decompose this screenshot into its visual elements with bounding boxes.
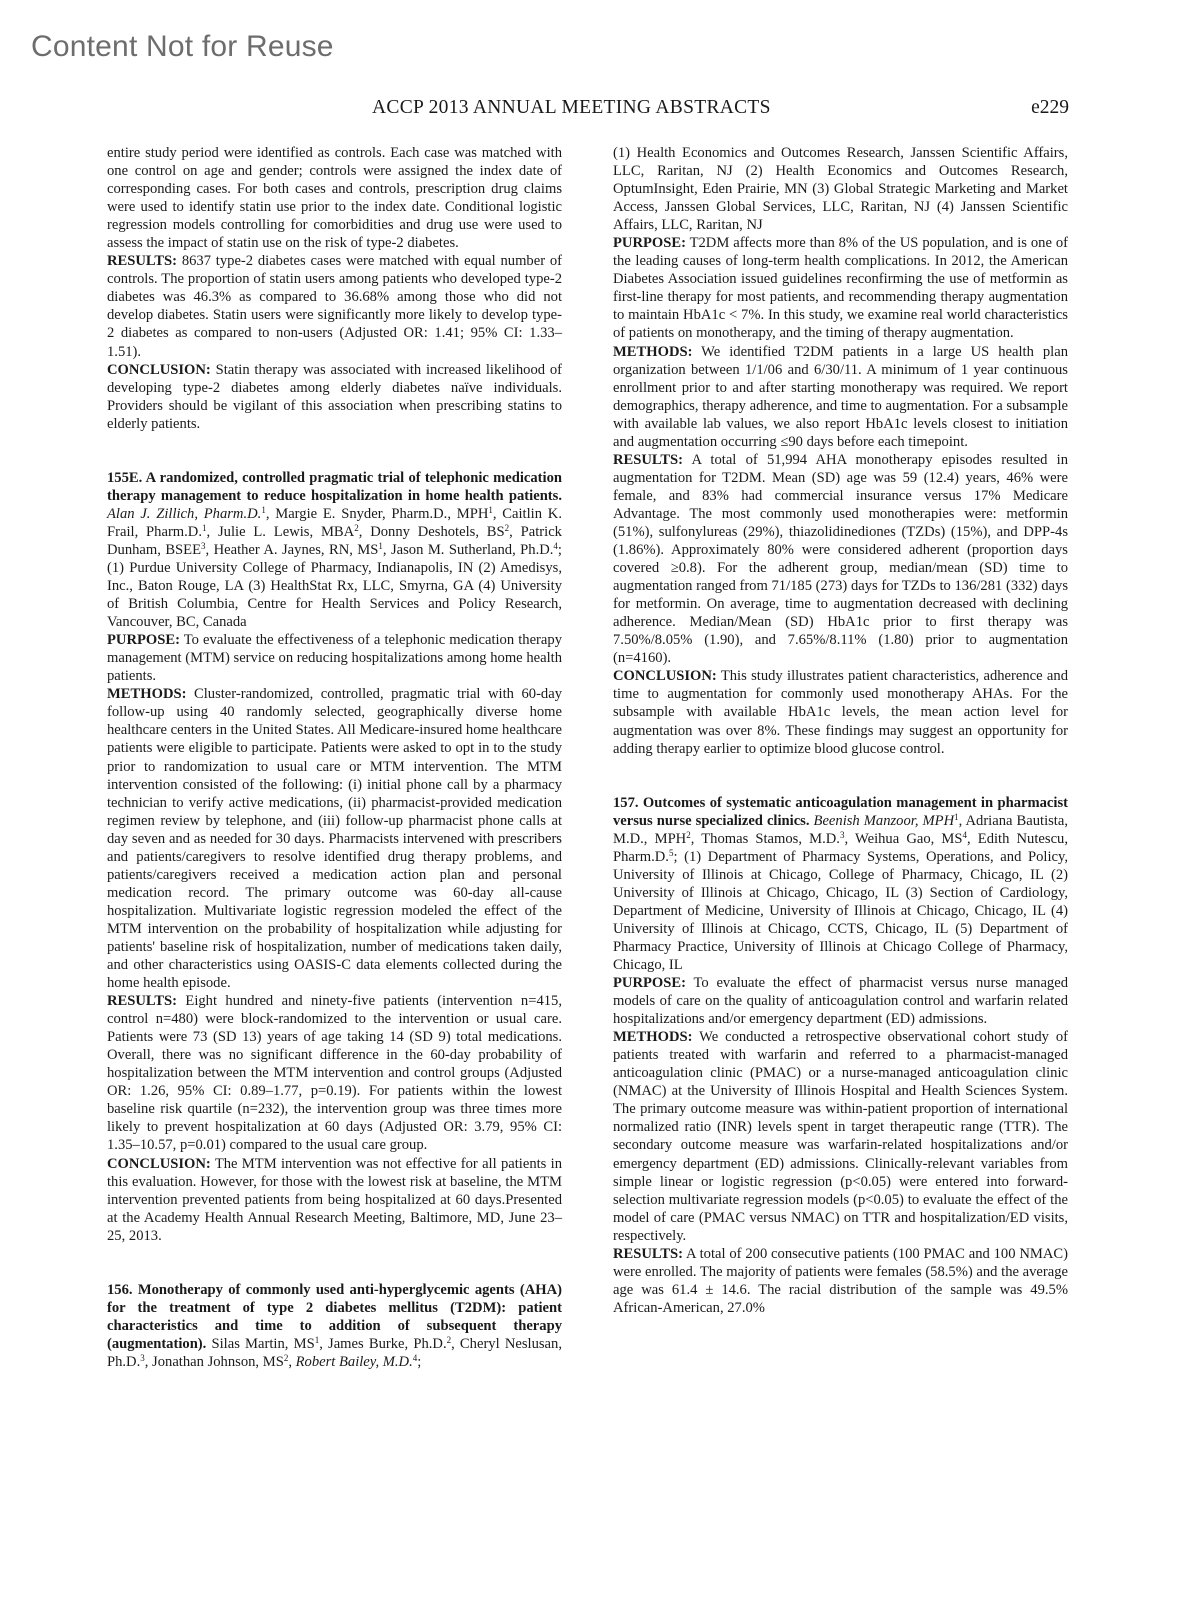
abstract-separator — [107, 433, 562, 469]
author: , Weihua Gao, MS — [844, 830, 963, 847]
author: , Cheryl Neslusan, Ph.D. — [107, 1335, 562, 1370]
section-text: Statin therapy was associated with increased likelihood of developing type-2 diabetes among elderly diabetes naïve individuals. Providers should be vigilant of this association when prescribing statins to elderly patients. — [107, 361, 562, 432]
section-text: This study illustrates patient characteristics, adherence and time to augmentation for commonly used monotherapy AHAs. For the subsample with available HbA1c levels, the mean action level for augmentation was over 8%. These findings may suggest an opportunity for adding therapy earlier to optimize blood glucose control. — [613, 668, 1068, 757]
section-label: CONCLUSION: — [107, 361, 211, 378]
author: , Jonathan Johnson, MS — [144, 1353, 284, 1370]
section-text: A total of 51,994 AHA monotherapy episodes resulted in augmentation for T2DM. Mean (SD) age was 59 (12.4) years, 46% were female, and 83% had commercial insurance versus 17% Medicare Advantage. The most commonly used monotherapies were: metformin (51%), sulfonylureas (29%), thiazolidinediones (TZDs) (15%), and DPP-4s (1.86%). Approximately 80% were considered adherent (proportion days covered ≥0.8). For the adherent group, median/mean (SD) time to augmentation ranged from 71/185 (273) days for TZDs to 136/281 (332) days for metformin. On average, time to augmentation decreased with declining adherence. Median/Mean (SD) HbA1c prior to first therapy was 7.50%/8.05% (1.90), and 7.65%/8.11% (1.80) prior to augmentation (n=4160). — [613, 451, 1068, 667]
continued-abstract-conclusion — [107, 361, 562, 433]
affil-marker: 2 — [283, 1352, 289, 1363]
affil-marker: 1 — [202, 522, 207, 533]
affiliations: ; (1) Purdue University College of Pharmacy, Indianapolis, IN (2) Amedisys, Inc., Baton Rouge, LA (3) HealthStat Rx, LLC, Smyrna, GA (4) University of British Columbia, Centre for Health Services and Policy Research, Vancouver, BC, Canada — [107, 541, 562, 631]
author: , James Burke, Ph.D. — [319, 1335, 447, 1352]
affil-marker: 2 — [686, 829, 691, 840]
abstract-157-purpose — [613, 974, 1068, 1028]
section-label: METHODS: — [613, 343, 693, 360]
abstract-157-header — [613, 794, 1068, 974]
abstract-155e-methods — [107, 685, 562, 992]
watermark: Content Not for Reuse — [31, 30, 334, 63]
continued-abstract-results — [107, 252, 562, 360]
abstract-157-methods — [613, 1028, 1068, 1245]
presenting-author: Beenish Manzoor, MPH — [809, 812, 955, 829]
abstract-155e-results — [107, 992, 562, 1154]
author-separator: , — [288, 1353, 296, 1370]
abstract-156-methods — [613, 343, 1068, 451]
section-text: We identified T2DM patients in a large US health plan organization between 1/1/06 and 6/30/11. A minimum of 1 year continuous enrollment prior to and after starting monotherapy was required. We report demographics, therapy adherence, and time to augmentation. For a subsample with available lab values, we also report HbA1c levels closest to initiation and augmentation occurring ≤90 days before each timepoint. — [613, 343, 1068, 450]
author: Silas Martin, MS — [206, 1335, 315, 1352]
affil-marker: 3 — [201, 540, 206, 551]
affil-marker: 3 — [140, 1352, 145, 1363]
section-label: PURPOSE: — [613, 235, 686, 252]
section-label: RESULTS: — [107, 253, 178, 270]
affil-marker: 4 — [962, 829, 967, 840]
section-text: 8637 type-2 diabetes cases were matched with equal number of controls. The proportion of statin users among patients who developed type-2 diabetes was 46.3% as compared to 36.68% among those who did not develop diabetes. Statin users were significantly more likely to develop type-2 diabetes as compared to non-users (Adjusted OR: 1.41; 95% CI: 1.33–1.51). — [107, 253, 562, 360]
author: , Jason M. Sutherland, Ph.D. — [382, 541, 554, 558]
author: , Heather A. Jaynes, RN, MS — [205, 541, 379, 558]
abstract-separator — [107, 1245, 562, 1281]
section-label: PURPOSE: — [613, 975, 686, 992]
left-column — [107, 144, 562, 1371]
author: , Caitlin K. Frail, Pharm.D. — [107, 505, 562, 540]
abstract-title: 156. Monotherapy of commonly used anti-hyperglycemic agents (AHA) for the treatment of type 2 diabetes mellitus (T2DM): patient characteristics and time to addition of subsequent therapy (augmentation). — [107, 1281, 562, 1352]
affil-marker: 1 — [378, 540, 383, 551]
section-text: We conducted a retrospective observational cohort study of patients treated with warfarin and referred to a pharmacist-managed anticoagulation clinic (PMAC) or a nurse-managed anticoagulation clinic (NMAC) at the University of Illinois Hospital and Health Sciences System. The primary outcome measure was within-patient proportion of international normalized ratio (INR) levels spent in target therapeutic range (TTR). The secondary outcome measure was warfarin-related hospitalizations and/or emergency department (ED) admissions. Clinically-relevant variables from simple linear or logistic regression (p<0.05) were entered into forward-selection multivariate regression models (p<0.05) to evaluate the effect of the model of care (PMAC versus NMAC) on TTR and hospitalization/ED visits, respectively. — [613, 1029, 1068, 1244]
affil-marker: 4 — [553, 540, 558, 551]
author: , Julie L. Lewis, MBA — [206, 523, 355, 540]
abstract-155e-purpose — [107, 631, 562, 685]
section-text: To evaluate the effect of pharmacist versus nurse managed models of care on the quality of anticoagulation control and warfarin related hospitalizations and/or emergency department (ED) admissions. — [613, 975, 1068, 1028]
author: , Edith Nutescu, Pharm.D. — [613, 830, 1068, 865]
abstract-156-purpose — [613, 234, 1068, 342]
running-header — [107, 97, 1069, 123]
abstract-156-conclusion — [613, 667, 1068, 757]
abstract-156-results — [613, 451, 1068, 668]
section-text: A total of 200 consecutive patients (100 PMAC and 100 NMAC) were enrolled. The majority of patients were females (58.5%) and the average age was 61.4 ± 14.6. The racial distribution of the sample was 49.5% African-American, 27.0% — [613, 1245, 1068, 1316]
affil-marker: 3 — [839, 829, 845, 840]
abstract-title: 155E. A randomized, controlled pragmatic trial of telephonic medication therapy management to reduce hospitalization in home health patients. — [107, 469, 562, 504]
abstract-156-affiliations — [613, 144, 1068, 234]
section-text: To evaluate the effectiveness of a telephonic medication therapy management (MTM) service on reducing hospitalizations among home health patients. — [107, 632, 562, 685]
page-number: e229 — [1031, 97, 1069, 118]
section-label: PURPOSE: — [107, 632, 180, 649]
continued-abstract-methods — [107, 144, 562, 252]
affil-marker: 4 — [412, 1352, 418, 1363]
section-label: RESULTS: — [613, 451, 684, 468]
affil-marker: 1 — [314, 1334, 320, 1345]
section-label: METHODS: — [107, 686, 187, 703]
author: , Margie E. Snyder, Pharm.D., MPH — [265, 505, 489, 522]
abstract-157-results — [613, 1245, 1068, 1317]
affiliations: (1) Health Economics and Outcomes Research, Janssen Scientific Affairs, LLC, Raritan, NJ (2) Health Economics and Outcomes Research, OptumInsight, Eden Prairie, MN (3) Global Strategic Marketing and Market Access, Janssen Global Services, LLC, Raritan, NJ (4) Janssen Scientific Affairs, LLC, Raritan, NJ — [613, 145, 1068, 234]
presenting-author: Alan J. Zillich, Pharm.D. — [107, 505, 262, 522]
section-label: METHODS: — [613, 1029, 693, 1046]
affil-marker: 2 — [446, 1334, 452, 1345]
section-label: CONCLUSION: — [107, 1155, 211, 1172]
affil-marker: 2 — [354, 522, 359, 533]
affil-marker: 5 — [668, 847, 674, 858]
presenting-author: Robert Bailey, M.D. — [295, 1353, 413, 1370]
section-label: CONCLUSION: — [613, 668, 717, 685]
abstract-156-header — [107, 1281, 562, 1371]
abstract-155e-conclusion — [107, 1155, 562, 1245]
affil-marker: 1 — [488, 504, 493, 515]
affiliations: ; (1) Department of Pharmacy Systems, Operations, and Policy, University of Illinois at Chicago, College of Pharmacy, Chicago, IL (2) University of Illinois at Chicago, Chicago, IL (3) Section of Cardiology, Department of Medicine, University of Illinois at Chicago, Chicago, IL (4) University of Illinois at Chicago, CCTS, Chicago, IL (5) Department of Pharmacy Practice, University of Illinois at Chicago College of Pharmacy, Chicago, IL — [613, 848, 1068, 974]
abstract-title: 157. Outcomes of systematic anticoagulation management in pharmacist versus nurse specialized clinics. — [613, 794, 1068, 829]
right-column — [613, 144, 1068, 1317]
section-label: RESULTS: — [613, 1245, 684, 1262]
abstract-separator — [613, 758, 1068, 794]
section-text: T2DM affects more than 8% of the US population, and is one of the leading causes of long-term health complications. In 2012, the American Diabetes Association issued guidelines reconfirming the use of metformin as first-line therapy for most patients, and recommending therapy augmentation to maintain HbA1c < 7%. In this study, we examine real world characteristics of patients on monotherapy, and the timing of therapy augmentation. — [613, 235, 1068, 342]
section-text: The MTM intervention was not effective for all patients in this evaluation. However, for those with the lowest risk at baseline, the MTM intervention prevented patients from being hospitalized at 60 days.Presented at the Academy Health Annual Research Meeting, Baltimore, MD, June 23–25, 2013. — [107, 1155, 562, 1244]
author: , Thomas Stamos, M.D. — [690, 830, 840, 847]
journal-title: ACCP 2013 ANNUAL MEETING ABSTRACTS — [372, 97, 771, 118]
author-trail: ; — [417, 1353, 422, 1370]
section-label: RESULTS: — [107, 993, 178, 1010]
author: , Patrick Dunham, BSEE — [107, 523, 562, 558]
continued-methods-text: entire study period were identified as controls. Each case was matched with one control on age and gender; controls were assigned the index date of corresponding cases. For both cases and controls, prescription drug claims were used to identify statin use prior to the index date. Conditional logistic regression models controlling for comorbidities and drug use were used to assess the impact of statin use on the risk of type-2 diabetes. — [107, 145, 562, 252]
section-text: Eight hundred and ninety-five patients (intervention n=415, control n=480) were block-randomized to the intervention or usual care. Patients were 73 (SD 13) years of age taking 14 (SD 9) total medications. Overall, there was no significant difference in the 60-day probability of hospitalization between the MTM intervention and control groups (Adjusted OR: 1.26, 95% CI: 0.89–1.77, p=0.19). For patients within the lowest baseline risk quartile (n=232), the intervention group was three times more likely to prevent hospitalization at 60 days (Adjusted OR: 3.79, 95% CI: 1.35–10.57, p=0.01) compared to the usual care group. — [107, 993, 562, 1154]
abstract-155e-header — [107, 469, 562, 631]
affil-marker: 1 — [954, 811, 959, 822]
affil-marker: 2 — [504, 522, 510, 533]
author: , Adriana Bautista, M.D., MPH — [613, 812, 1068, 847]
affil-marker: 1 — [261, 504, 266, 515]
section-text: Cluster-randomized, controlled, pragmatic trial with 60-day follow-up using 40 randomly selected, geographically diverse home healthcare centers in the United States. All Medicare-insured home healthcare patients were eligible to participate. Patients were asked to opt in to the study prior to randomization to usual care or MTM intervention. The MTM intervention consisted of the following: (i) initial phone call by a pharmacy technician to verify active medications, (ii) pharmacist-provided medication regimen review by telephone, and (iii) follow-up pharmacist phone calls at day seven and as needed for 30 days. Pharmacists intervened with prescribers and patients/caregivers to resolve identified drug therapy problems, and patients/caregivers received a medication action plan and personal medication record. The primary outcome was 60-day all-cause hospitalization. Multivariate logistic regression modeled the effect of the MTM intervention on the probability of hospitalization while adjusting for patients' baseline risk of hospitalization, number of medications taken daily, and other characteristics using OASIS-C data elements collected during the home health episode. — [107, 686, 562, 992]
author: , Donny Deshotels, BS — [358, 523, 505, 540]
